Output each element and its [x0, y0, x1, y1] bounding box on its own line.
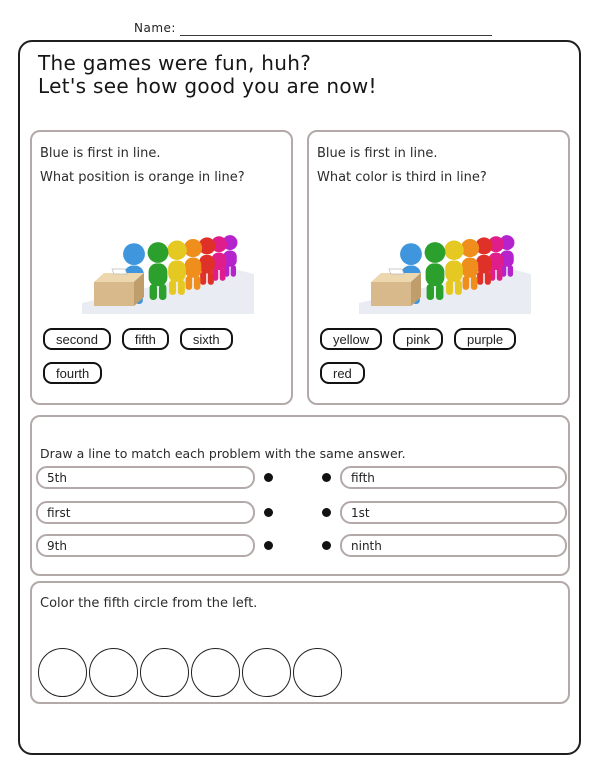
coloring-instruction: Color the fifth circle from the left.: [40, 596, 258, 611]
colorable-circle-1[interactable]: [38, 648, 87, 697]
choice-second-button[interactable]: second: [43, 328, 111, 350]
question-line2: What color is third in line?: [317, 170, 487, 185]
choice-pink-button[interactable]: pink: [393, 328, 443, 350]
match-right-item[interactable]: 1st: [340, 501, 567, 524]
match-left-item[interactable]: first: [36, 501, 255, 524]
colorable-circle-2[interactable]: [89, 648, 138, 697]
page-title-line1: The games were fun, huh?: [38, 51, 312, 75]
match-right-dot[interactable]: [322, 541, 331, 550]
coloring-panel: [30, 581, 570, 704]
question-text: [317, 142, 487, 190]
name-label: Name:: [134, 21, 176, 35]
question-line2: What position is orange in line?: [40, 170, 245, 185]
match-left-item[interactable]: 9th: [36, 534, 255, 557]
match-left-dot[interactable]: [264, 473, 273, 482]
circles-row: [38, 648, 342, 697]
match-left-item[interactable]: 5th: [36, 466, 255, 489]
match-right-dot[interactable]: [322, 473, 331, 482]
choice-fourth-button[interactable]: fourth: [43, 362, 102, 384]
question-panel-color: [307, 130, 570, 405]
choice-purple-button[interactable]: purple: [454, 328, 516, 350]
match-row: [36, 466, 568, 489]
page-title-line2: Let's see how good you are now!: [38, 74, 377, 98]
matching-panel: [30, 415, 570, 576]
choice-yellow-button[interactable]: yellow: [320, 328, 382, 350]
choice-red-button[interactable]: red: [320, 362, 365, 384]
choice-sixth-button[interactable]: sixth: [180, 328, 233, 350]
match-left-dot[interactable]: [264, 508, 273, 517]
match-right-item[interactable]: ninth: [340, 534, 567, 557]
question-panel-position: [30, 130, 293, 405]
colorable-circle-5[interactable]: [242, 648, 291, 697]
answer-choices: [43, 328, 275, 384]
match-right-item[interactable]: fifth: [340, 466, 567, 489]
match-row: [36, 534, 568, 557]
page-title: [38, 52, 377, 98]
colorable-circle-4[interactable]: [191, 648, 240, 697]
match-left-dot[interactable]: [264, 541, 273, 550]
answer-choices: [320, 328, 552, 384]
match-row: [36, 501, 568, 524]
queue-illustration: [82, 202, 254, 314]
colorable-circle-3[interactable]: [140, 648, 189, 697]
colorable-circle-6[interactable]: [293, 648, 342, 697]
matching-instruction: Draw a line to match each problem with the same answer.: [40, 446, 406, 461]
match-right-dot[interactable]: [322, 508, 331, 517]
name-input-line[interactable]: [180, 35, 492, 36]
queue-illustration: [359, 202, 531, 314]
question-line1: Blue is first in line.: [40, 146, 161, 161]
question-line1: Blue is first in line.: [317, 146, 438, 161]
choice-fifth-button[interactable]: fifth: [122, 328, 169, 350]
question-text: [40, 142, 245, 190]
